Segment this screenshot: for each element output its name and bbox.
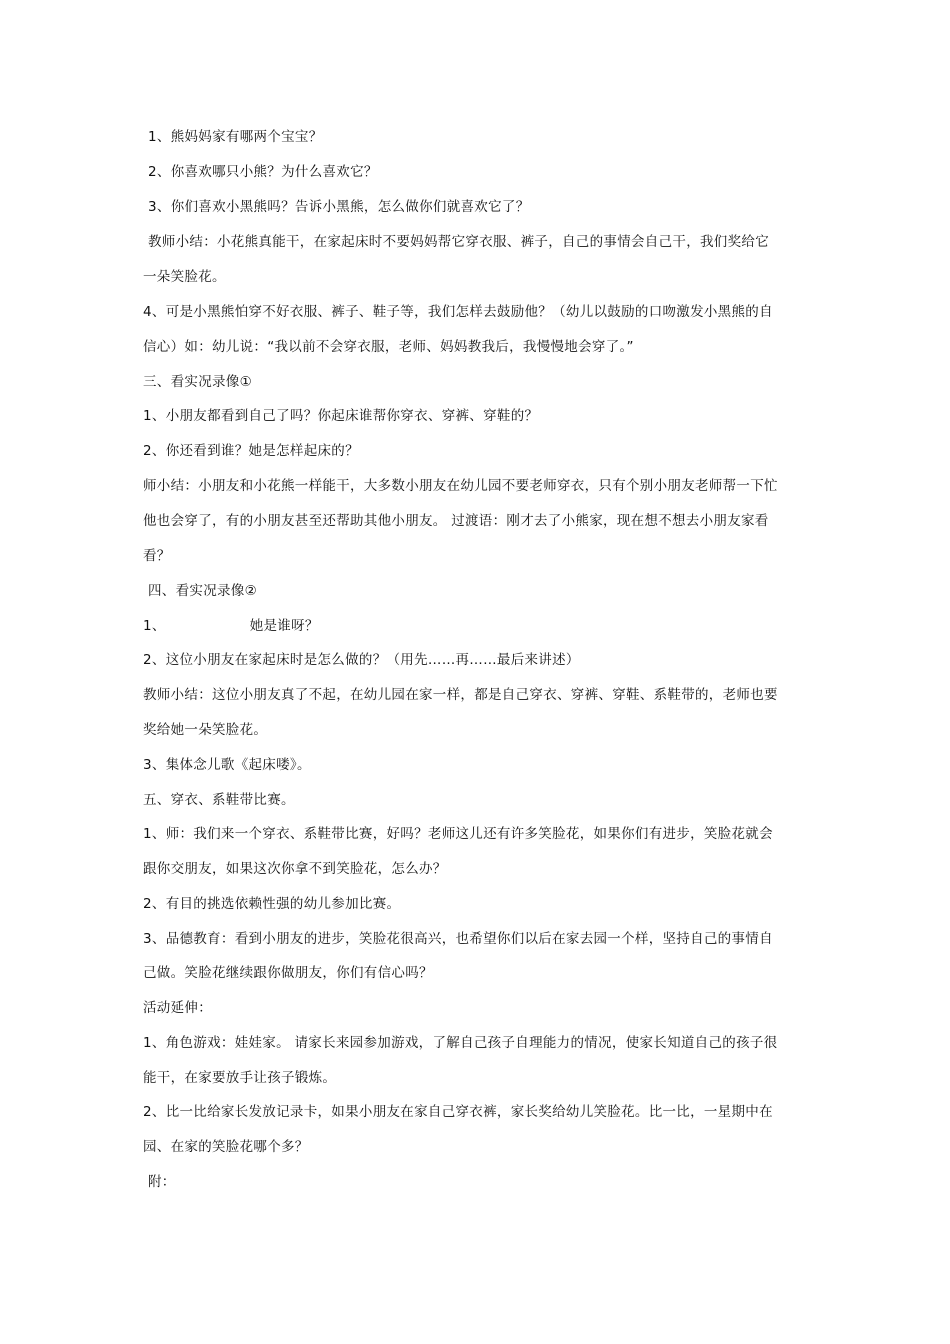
section-4-summary: 教师小结：这位小朋友真了不起，在幼儿园在家一样，都是自己穿衣、穿裤、穿鞋、系鞋带的，老师也要 xyxy=(143,687,778,703)
section-4-heading: 四、看实况录像② xyxy=(148,583,258,599)
appendix-label: 附： xyxy=(148,1174,176,1190)
extension-item-1-continuation: 能干，在家要放手让孩子锻炼。 xyxy=(143,1070,337,1086)
section-3-summary: 师小结：小朋友和小花熊一样能干，大多数小朋友在幼儿园不要老师穿衣，只有个别小朋友老师帮一下忙 xyxy=(143,478,778,494)
section-4-item-1 xyxy=(143,616,823,636)
section-5-heading: 五、穿衣、系鞋带比赛。 xyxy=(143,792,295,808)
section-3-summary-end: 看？ xyxy=(143,548,171,564)
extension-item-2: 2、比一比给家长发放记录卡，如果小朋友在家自己穿衣裤，家长奖给幼儿笑脸花。比一比，一星期中在 xyxy=(143,1104,773,1120)
extension-heading: 活动延伸： xyxy=(143,1000,212,1016)
section-3-item-2: 2、你还看到谁？她是怎样起床的？ xyxy=(143,443,359,459)
question-4-line: 4、可是小黑熊怕穿不好衣服、裤子、鞋子等，我们怎样去鼓励他？（幼儿以鼓励的口吻激发小黑熊的自 xyxy=(143,304,773,320)
section-4-item-1-number: 1、 xyxy=(143,618,166,634)
section-3-heading: 三、看实况录像① xyxy=(143,374,253,390)
section-5-item-1: 1、师：我们来一个穿衣、系鞋带比赛，好吗？老师这儿还有许多笑脸花，如果你们有进步，笑脸花就会 xyxy=(143,826,773,842)
question-2-line: 2、你喜欢哪只小熊？为什么喜欢它？ xyxy=(148,164,378,180)
section-4-summary-continuation: 奖给她一朵笑脸花。 xyxy=(143,722,268,738)
question-4-continuation: 信心）如：幼儿说：“我以前不会穿衣服，老师、妈妈教我后，我慢慢地会穿了。” xyxy=(143,339,634,355)
teacher-summary-continuation: 一朵笑脸花。 xyxy=(143,269,226,285)
teacher-summary-line: 教师小结：小花熊真能干，在家起床时不要妈妈帮它穿衣服、裤子，自己的事情会自己干，我们奖给它 xyxy=(148,234,769,250)
section-4-item-3: 3、集体念儿歌《起床喽》。 xyxy=(143,757,311,773)
question-3-line: 3、你们喜欢小黑熊吗？告诉小黑熊，怎么做你们就喜欢它了？ xyxy=(148,199,530,215)
section-3-item-1: 1、小朋友都看到自己了吗？你起床谁帮你穿衣、穿裤、穿鞋的？ xyxy=(143,408,539,424)
section-4-item-2: 2、这位小朋友在家起床时是怎么做的？（用先……再……最后来讲述） xyxy=(143,652,580,668)
extension-item-1: 1、角色游戏：娃娃家。 请家长来园参加游戏，了解自己孩子自理能力的情况，使家长知道自己的孩子很 xyxy=(143,1035,778,1051)
question-1-line: 1、熊妈妈家有哪两个宝宝？ xyxy=(148,129,323,145)
section-5-item-2: 2、有目的挑选依赖性强的幼儿参加比赛。 xyxy=(143,896,401,912)
section-5-item-3-continuation: 己做。笑脸花继续跟你做朋友，你们有信心吗？ xyxy=(143,965,433,981)
section-5-item-1-continuation: 跟你交朋友，如果这次你拿不到笑脸花，怎么办？ xyxy=(143,861,447,877)
extension-item-2-continuation: 园、在家的笑脸花哪个多？ xyxy=(143,1139,309,1155)
section-5-item-3: 3、品德教育：看到小朋友的进步，笑脸花很高兴，也希望你们以后在家去园一个样，坚持自己的事情自 xyxy=(143,931,773,947)
section-3-summary-continuation: 他也会穿了，有的小朋友甚至还帮助其他小朋友。 过渡语：刚才去了小熊家，现在想不想去小朋友家看 xyxy=(143,513,769,529)
section-4-item-1-text: 她是谁呀？ xyxy=(249,618,319,634)
